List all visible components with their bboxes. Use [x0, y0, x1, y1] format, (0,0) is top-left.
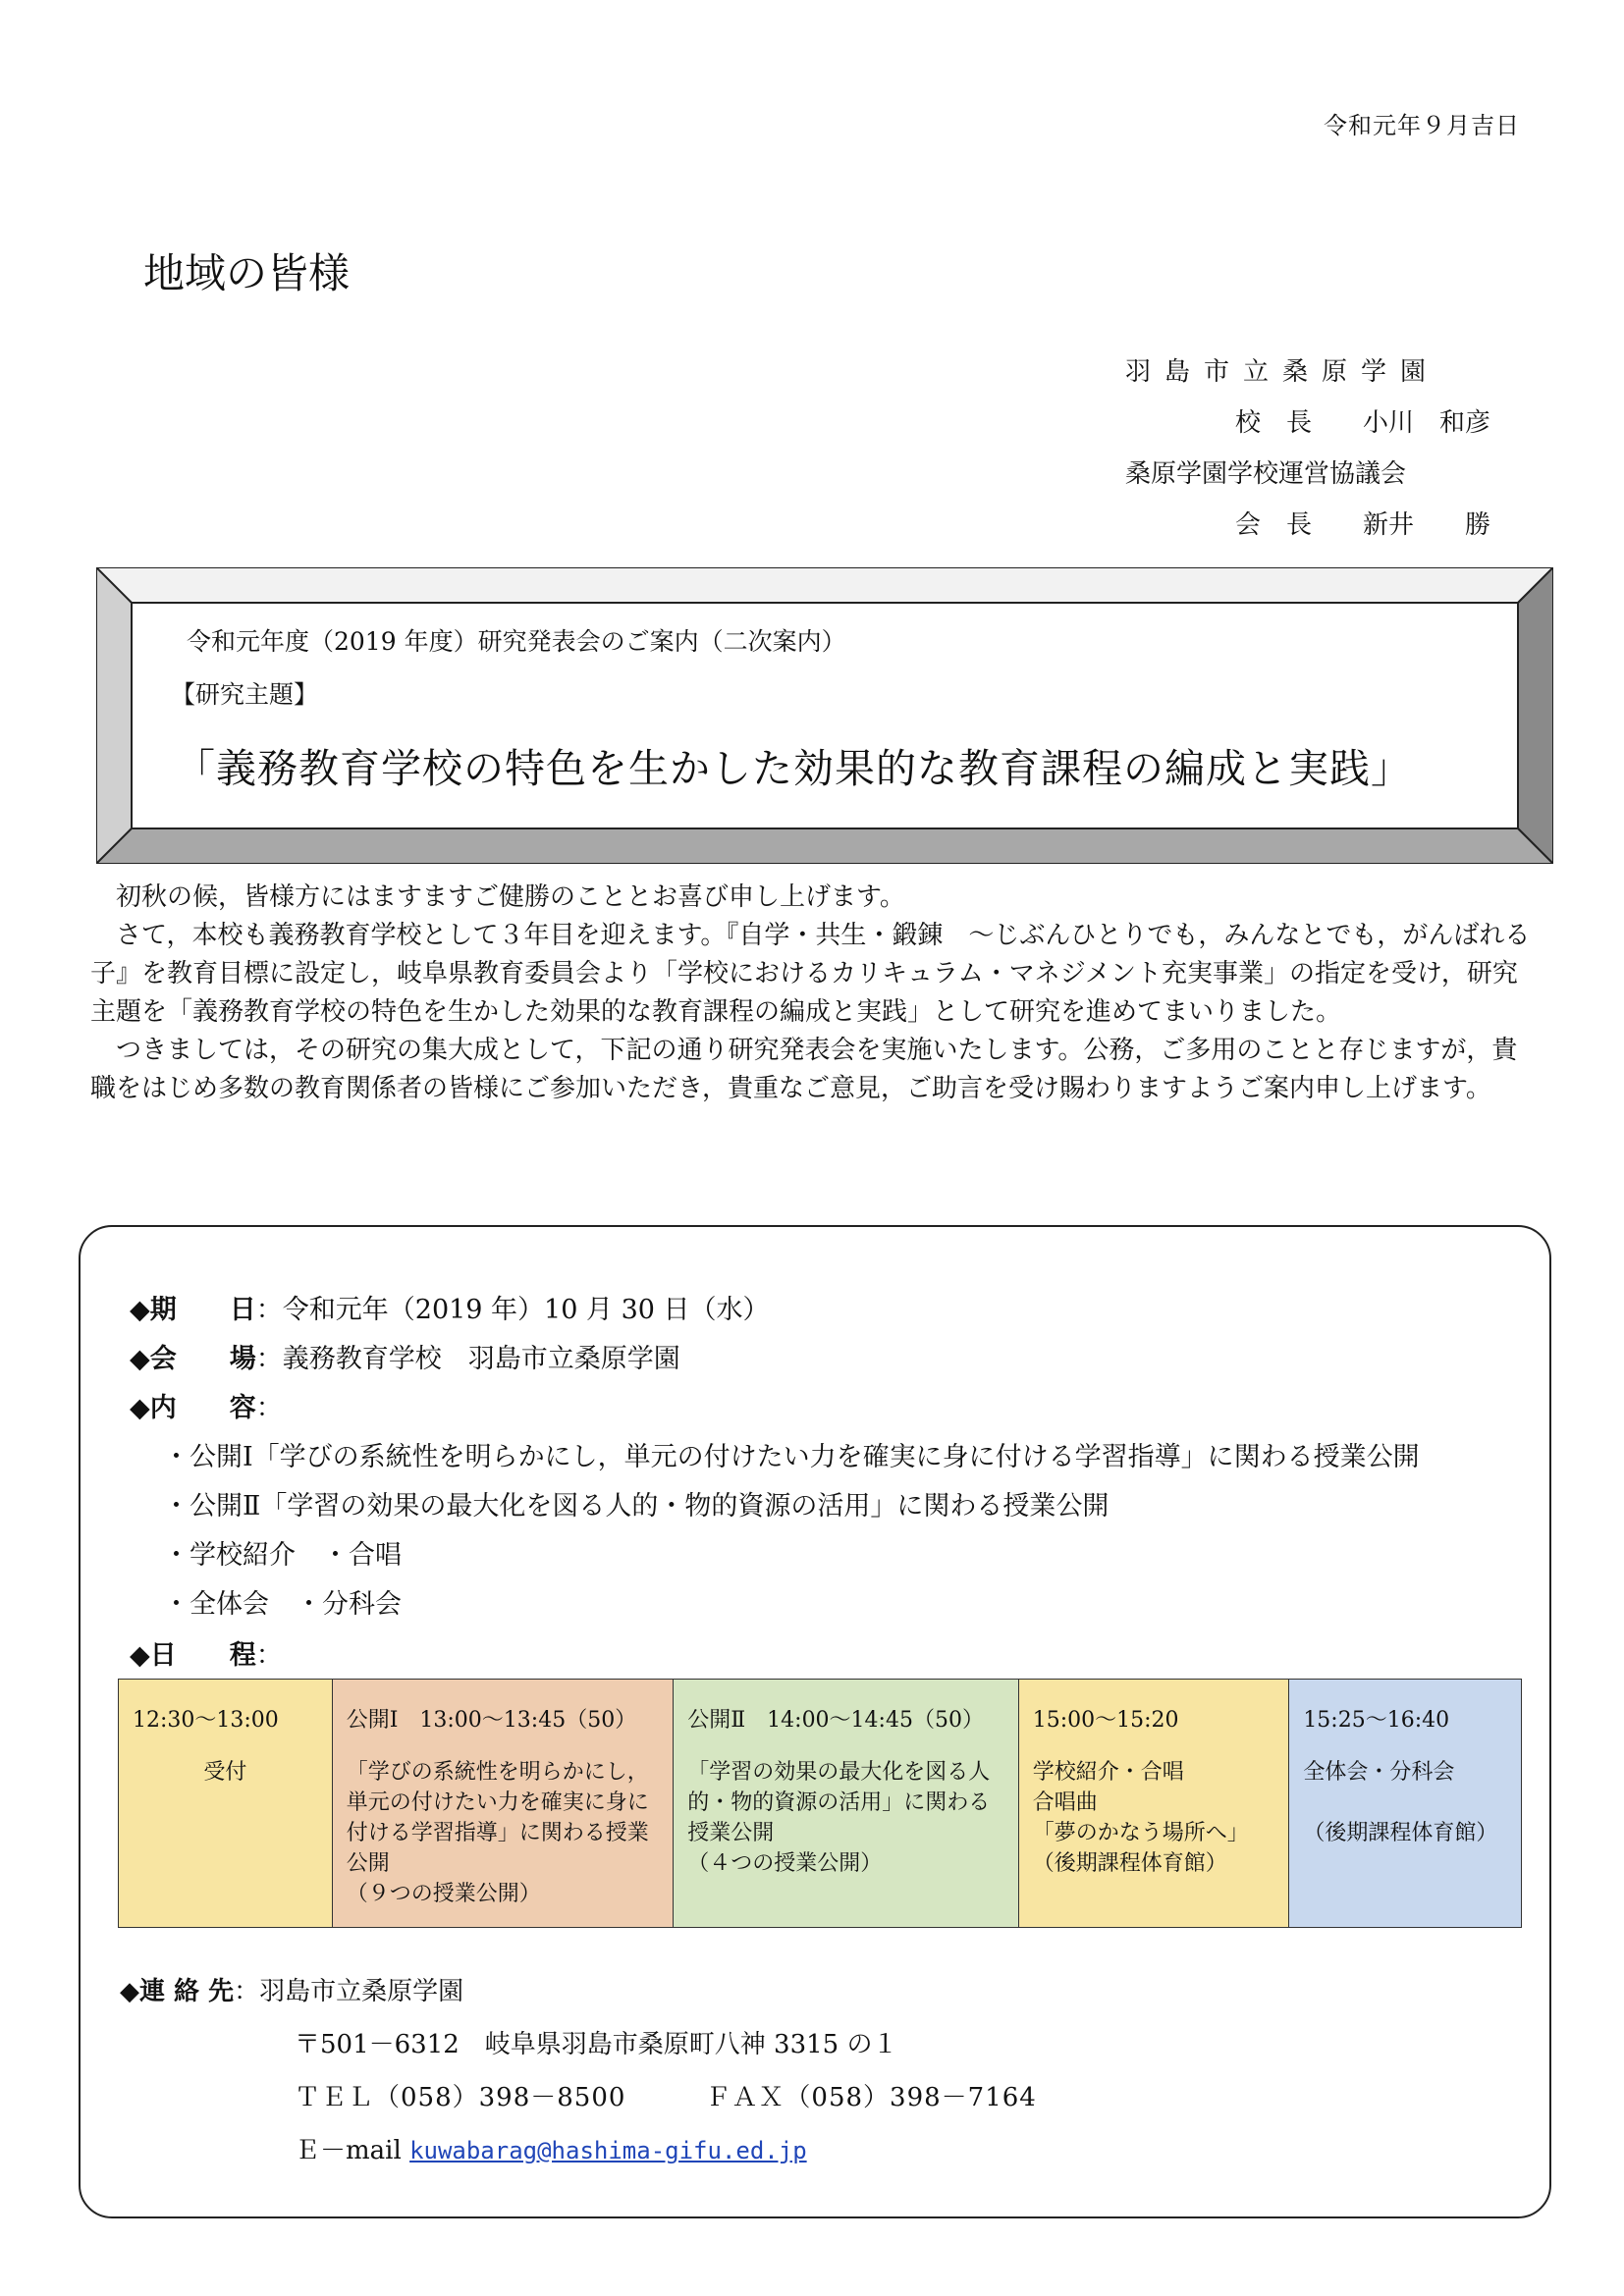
schedule-time: 公開Ⅰ 13:00～13:45（50）	[346, 1708, 637, 1733]
content-item: ・公開Ⅱ「学習の効果の最大化を図る人的・物的資源の活用」に関わる授業公開	[163, 1491, 1110, 1522]
schedule-cell-reception	[119, 1680, 333, 1927]
schedule-label: ◆日 程	[130, 1640, 256, 1671]
sender-school: 羽島市立桑原学園	[1125, 357, 1440, 387]
contact-address: 〒501－6312 岐阜県羽島市桑原町八神 3315 の１	[295, 2030, 898, 2059]
theme-label: 【研究主題】	[171, 680, 319, 709]
venue-row	[130, 1337, 680, 1375]
schedule-time: 公開Ⅱ 14:00～14:45（50）	[687, 1708, 984, 1733]
schedule-desc: 全体会・分科会 （後期課程体育館）	[1303, 1760, 1498, 1845]
intro-paragraph: さて，本校も義務教育学校として３年目を迎えます。『自学・共生・鍛錬 ～じぶんひとりでも，みんなとでも，がんばれる子』を教育目標に設定し，岐阜県教育委員会より「学校におけるカリキュラム・マネジメント充実事業」の指定を受け，研究主題を「義務教育学校の特色を生かした効果的な教育課程の編成と実践」として研究を進めてまいりました。	[90, 921, 1531, 1027]
title-frame	[96, 567, 1553, 864]
schedule-table	[118, 1679, 1522, 1928]
schedule-cell-plenary	[1289, 1680, 1521, 1927]
schedule-time: 12:30～13:00	[133, 1708, 279, 1733]
date-label: ◆期 日	[130, 1295, 256, 1325]
venue-label: ◆会 場	[130, 1344, 256, 1374]
announcement-subtitle: 令和元年度（2019 年度）研究発表会のご案内（二次案内）	[187, 627, 846, 656]
intro-paragraph: 初秋の候，皆様方にはますますご健勝のこととお喜び申し上げます。	[116, 882, 905, 912]
email-link[interactable]: kuwabarag@hashima-gifu.ed.jp	[409, 2137, 807, 2164]
intro-text	[90, 879, 1534, 1108]
sender-principal: 校 長 小川 和彦	[1235, 408, 1491, 438]
contact-name: ：羽島市立桑原学園	[234, 1977, 464, 2006]
content-colon: ：	[255, 1393, 283, 1423]
schedule-cell-public-1	[333, 1680, 675, 1927]
contact-label: ◆連 絡 先	[120, 1977, 235, 2006]
contact-phone-fax: ＴＥＬ（058）398－8500 ＦＡＸ（058）398－7164	[295, 2083, 1037, 2112]
schedule-cell-chorus	[1019, 1680, 1290, 1927]
schedule-colon: ：	[255, 1640, 283, 1671]
research-theme: 「義務教育学校の特色を生かした効果的な教育課程の編成と実践」	[175, 745, 1412, 792]
schedule-time: 15:00～15:20	[1032, 1708, 1179, 1733]
content-item: ・学校紹介 ・合唱	[163, 1540, 402, 1571]
content-row	[130, 1386, 283, 1424]
event-info-box	[79, 1225, 1551, 2218]
date-value: ：令和元年（2019 年）10 月 30 日（水）	[255, 1295, 770, 1325]
content-label: ◆内 容	[130, 1393, 256, 1423]
schedule-desc: 「学びの系統性を明らかにし， 単元の付けたい力を確実に身に 付ける学習指導」に関わる授業 公開 （９つの授業公開）	[346, 1760, 649, 1906]
sender-chair: 会 長 新井 勝	[1235, 510, 1491, 540]
schedule-row	[130, 1633, 283, 1672]
schedule-desc: 「学習の効果の最大化を図る人 的・物的資源の活用」に関わる 授業公開 （４つの授業公開）	[687, 1760, 991, 1876]
schedule-time: 15:25～16:40	[1303, 1708, 1450, 1733]
schedule-cell-public-2	[674, 1680, 1019, 1927]
email-label: Ｅ－mail	[295, 2136, 410, 2165]
greeting: 地域の皆様	[143, 249, 351, 297]
content-item: ・公開Ⅰ「学びの系統性を明らかにし，単元の付けたい力を確実に身に付ける学習指導」に関わる授業公開	[163, 1442, 1420, 1472]
sender-council: 桑原学園学校運営協議会	[1125, 459, 1407, 489]
issue-date: 令和元年９月吉日	[1324, 112, 1520, 139]
contact-email-line	[295, 2130, 807, 2166]
contact-name-line	[120, 1971, 463, 2007]
intro-paragraph: つきましては，その研究の集大成として，下記の通り研究発表会を実施いたします。公務，ご多用のことと存じますが，貴職をはじめ多数の教育関係者の皆様にご参加いただき，貴重なご意見，ご助言を受け賜わりますようご案内申し上げます。	[90, 1036, 1518, 1103]
event-date-row	[130, 1288, 770, 1326]
venue-value: ：義務教育学校 羽島市立桑原学園	[255, 1344, 680, 1374]
content-item: ・全体会 ・分科会	[163, 1589, 402, 1620]
bevel-frame-graphic	[96, 567, 1553, 864]
schedule-desc: 学校紹介・合唱 合唱曲 「夢のかなう場所へ」 （後期課程体育館）	[1032, 1760, 1249, 1876]
schedule-desc: 受付	[203, 1760, 247, 1785]
